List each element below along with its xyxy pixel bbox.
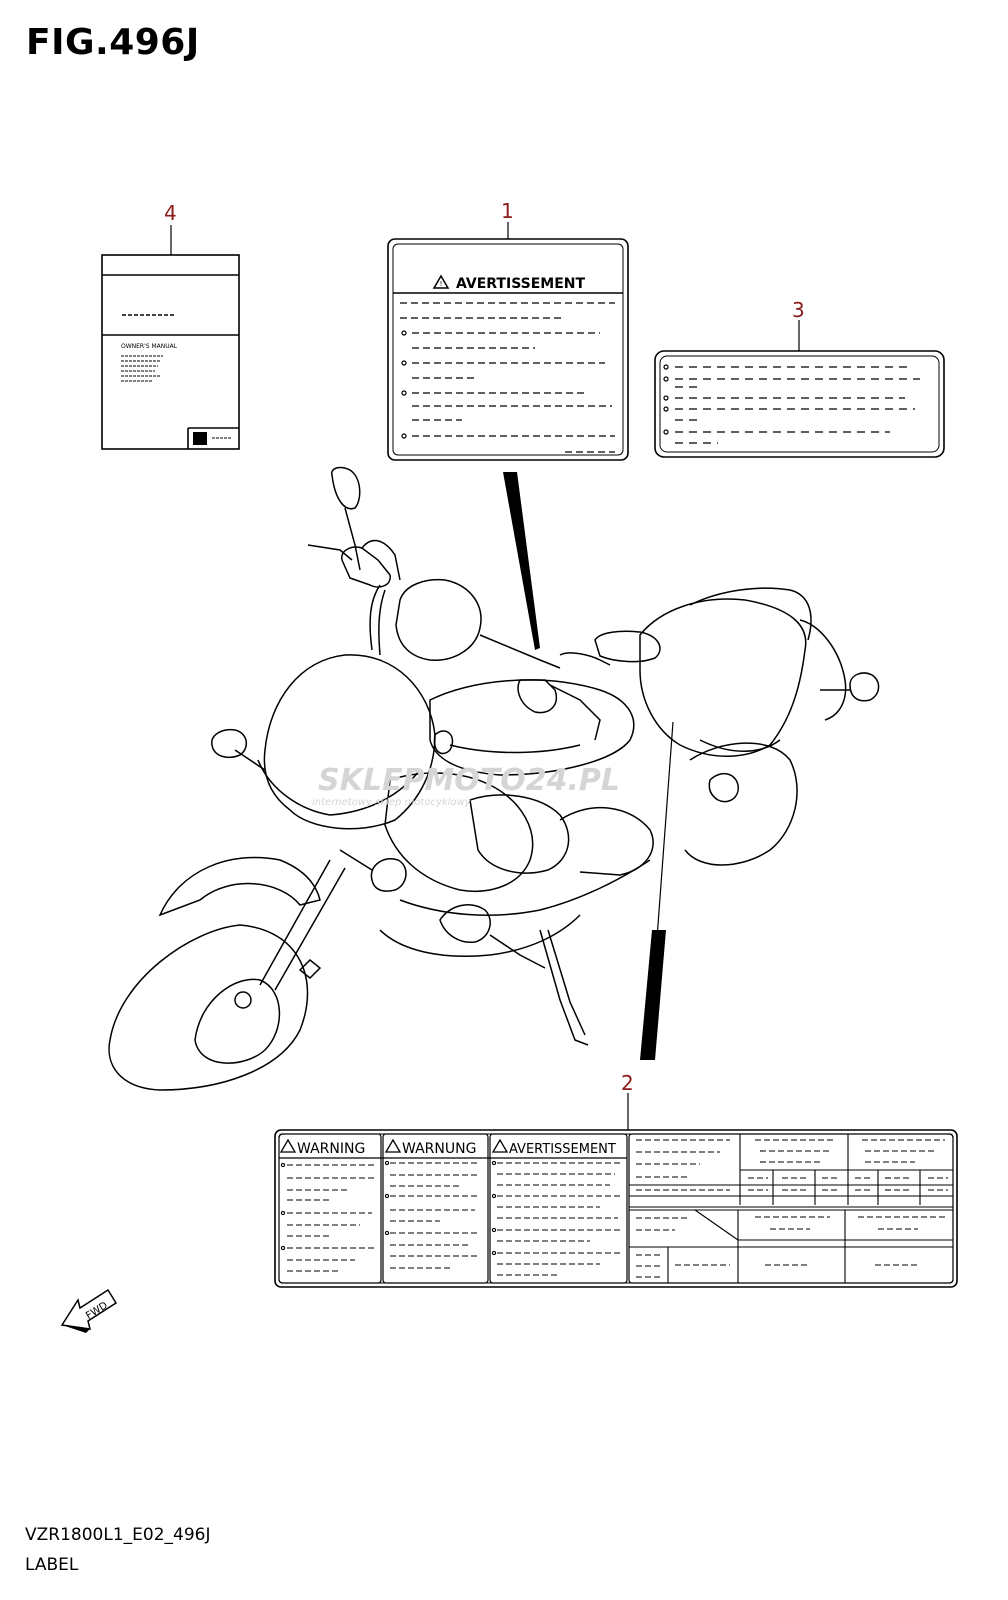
suzuki-logo-icon [193, 432, 207, 445]
label1-heading: AVERTISSEMENT [456, 276, 586, 292]
warning-label-1 [388, 222, 628, 460]
fwd-label: FWD [84, 1300, 110, 1322]
owners-manual-part [102, 225, 239, 449]
callout-4: 4 [164, 201, 177, 225]
label2-heading-en: WARNING [297, 1141, 366, 1157]
label2-heading-de: WARNUNG [402, 1141, 477, 1157]
pointer-to-label-2 [640, 930, 666, 1060]
callout-3: 3 [792, 298, 805, 322]
callout-1: 1 [501, 199, 514, 223]
callout-2: 2 [621, 1071, 634, 1095]
figure-title: FIG.496J [26, 22, 200, 63]
diagram-name: LABEL [25, 1555, 79, 1575]
pointer-to-label-1 [503, 472, 540, 650]
diagram-code: VZR1800L1_E02_496J [25, 1525, 211, 1545]
watermark-tagline: internetowy sklep motocyklowy [312, 797, 471, 808]
warning-label-2 [275, 1093, 957, 1287]
watermark [312, 763, 620, 808]
svg-text:!: ! [439, 280, 443, 288]
manual-text: OWNER'S MANUAL [121, 343, 178, 350]
watermark-brand: SKLEPMOTO24.PL [318, 763, 621, 798]
label2-heading-fr: AVERTISSEMENT [509, 1142, 616, 1157]
fwd-arrow-icon [62, 1290, 116, 1333]
label-3 [655, 320, 944, 457]
